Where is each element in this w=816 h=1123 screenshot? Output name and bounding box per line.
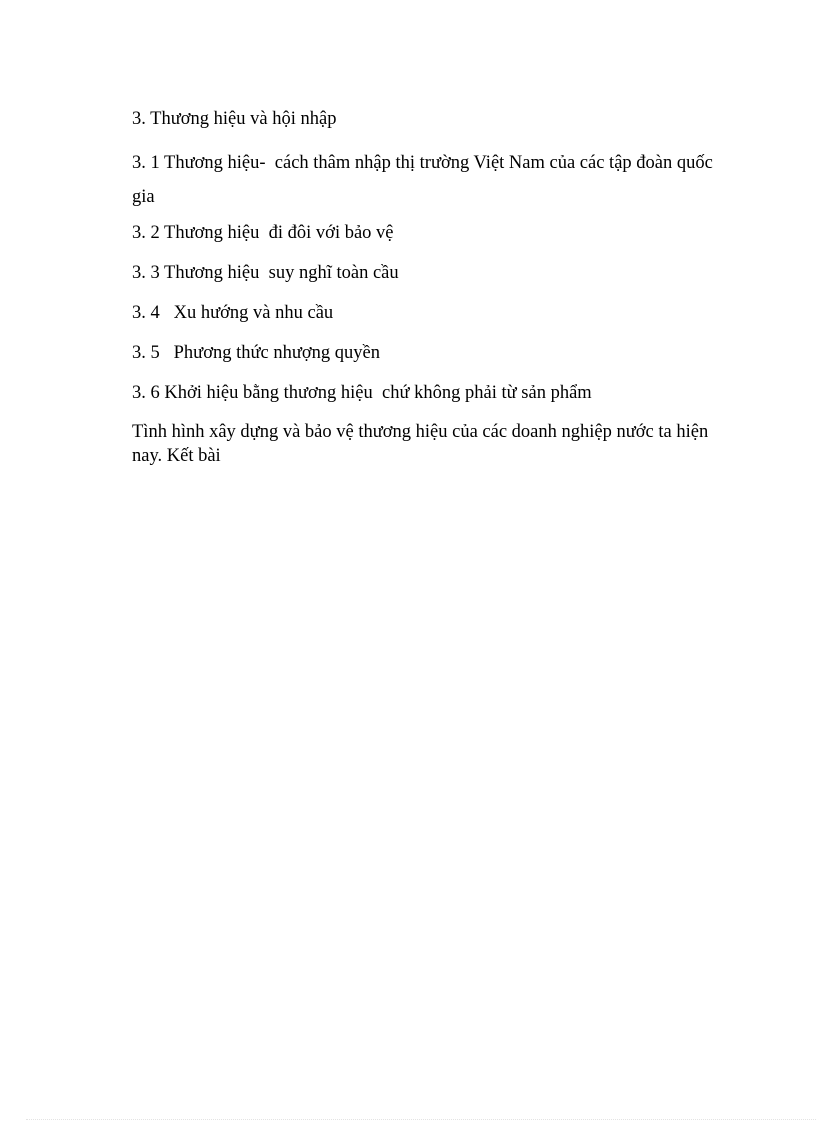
- item-3-6: 3. 6 Khởi hiệu bằng thương hiệu chứ không phải từ sản phẩm: [132, 383, 592, 403]
- closing-paragraph: Tình hình xây dựng và bảo vệ thương hiệu của các doanh nghiệp nước ta hiện nay. Kết bài: [132, 422, 713, 466]
- item-3-4: 3. 4 Xu hướng và nhu cầu: [132, 303, 334, 323]
- document-body: [132, 106, 732, 468]
- item-3-5: 3. 5 Phương thức nhượng quyền: [132, 343, 380, 363]
- heading-section-3: 3. Thương hiệu và hội nhập: [132, 109, 337, 129]
- item-3-3: 3. 3 Thương hiệu suy nghĩ toàn cầu: [132, 263, 399, 283]
- item-3-2: 3. 2 Thương hiệu đi đôi với bảo vệ: [132, 223, 394, 243]
- item-3-1: 3. 1 Thương hiệu- cách thâm nhập thị trường Việt Nam của các tập đoàn quốc gia: [132, 153, 718, 207]
- page-bottom-divider: [26, 1119, 816, 1120]
